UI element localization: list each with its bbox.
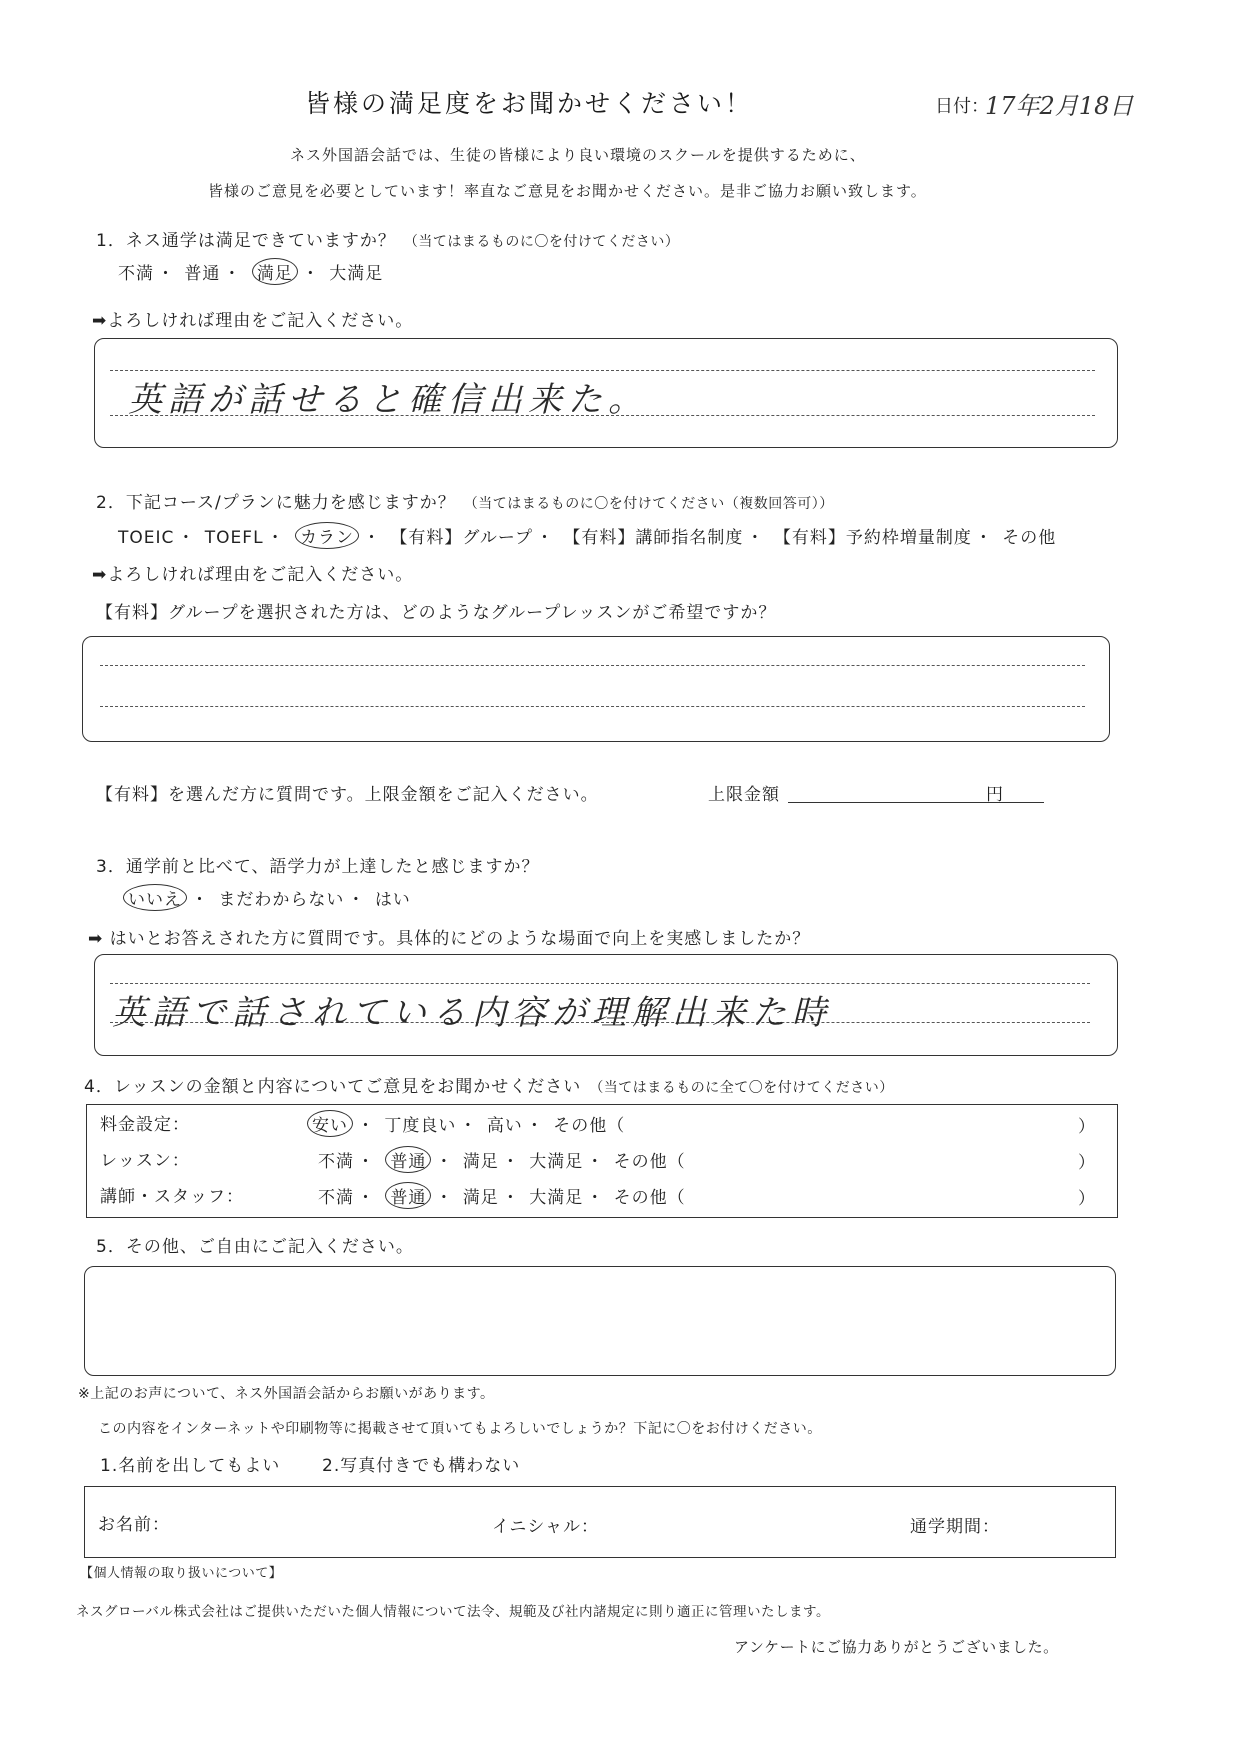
q2-limit-unit: 円: [986, 785, 1004, 805]
q4-staff-option-futsuu-selected[interactable]: 普通: [385, 1182, 431, 1209]
q2-limit-label: 上限金額: [708, 785, 780, 805]
q2-reason-prompt: ➡よろしければ理由をご記入ください。: [92, 565, 414, 585]
q1-question-text: 1．ネス通学は満足できていますか？: [96, 231, 396, 251]
q2-answer-line-2: [100, 706, 1085, 707]
q4-row-staff-options: 不満 ・ 普通 ・ 満足 ・ 大満足 ・ その他（: [318, 1182, 686, 1209]
q3-answer-text: 英語で話されている内容が理解出来た時: [112, 993, 832, 1033]
q2-option-callan-selected[interactable]: カラン: [295, 522, 359, 549]
q1-note: （当てはまるものに〇を付けてください）: [403, 234, 680, 250]
q4-staff-close-paren: ）: [1078, 1189, 1095, 1209]
q3-question: 3．通学前と比べて、語学力が上達したと感じますか？: [96, 857, 540, 877]
q1-reason-prompt: ➡よろしければ理由をご記入ください。: [92, 311, 414, 331]
privacy-text: ネスグローバル株式会社はご提供いただいた個人情報について法令、規範及び社内諸規定に則り適正に管理いたします。: [76, 1604, 830, 1620]
q4-lesson-option-futsuu-selected[interactable]: 普通: [385, 1146, 431, 1173]
q4-question-text: 4．レッスンの金額と内容についてご意見をお聞かせください: [84, 1077, 582, 1097]
intro-line-1: ネス外国語会話では、生徒の皆様により良い環境のスクールを提供するために、: [290, 146, 866, 164]
q4-staff-option-daimanzoku[interactable]: 大満足: [529, 1188, 584, 1208]
footer-initial-field[interactable]: イニシャル：: [492, 1517, 599, 1537]
q4-lesson-option-daimanzoku[interactable]: 大満足: [529, 1152, 584, 1172]
q2-option-other[interactable]: その他: [1002, 528, 1057, 548]
q2-answer-line-1: [100, 665, 1085, 666]
q3-followup: ➡ はいとお答えされた方に質問です。具体的にどのような場面で向上を実感しましたか？: [88, 929, 811, 949]
footer-notice: ※上記のお声について、ネス外国語会話からお願いがあります。: [78, 1386, 495, 1402]
q3-options: いいえ ・ まだわからない ・ はい: [122, 884, 411, 911]
intro-line-2: 皆様のご意見を必要としています！率直なご意見をお聞かせください。是非ご協力お願い致します。: [208, 182, 927, 200]
q4-lesson-close-paren: ）: [1078, 1153, 1095, 1173]
q2-limit-question: 【有料】を選んだ方に質問です。上限金額をご記入ください。: [96, 785, 599, 805]
footer-name-field[interactable]: お名前：: [98, 1515, 170, 1535]
q1-answer-text: 英語が話せると確信出来た。: [128, 380, 648, 420]
q4-row-lesson-label: レッスン：: [100, 1151, 190, 1171]
q4-row-staff-label: 講師・スタッフ：: [100, 1187, 244, 1207]
q2-option-teacher[interactable]: 【有料】講師指名制度: [563, 528, 744, 548]
q3-option-hai[interactable]: はい: [374, 890, 411, 910]
q2-question: [96, 488, 834, 513]
q2-option-toeic[interactable]: TOEIC: [118, 528, 175, 548]
page-title: 皆様の満足度をお聞かせください！: [305, 89, 754, 118]
q4-price-option-yasui-selected[interactable]: 安い: [307, 1110, 353, 1137]
q5-question: 5．その他、ご自由にご記入ください。: [96, 1237, 414, 1257]
q1-option-daimanzoku[interactable]: 大満足: [329, 264, 384, 284]
q3-option-madawakaranai[interactable]: まだわからない: [218, 890, 345, 910]
q4-staff-option-other[interactable]: その他（: [613, 1188, 686, 1208]
q5-answer-box[interactable]: [84, 1266, 1116, 1376]
q2-limit-input[interactable]: [788, 802, 1044, 803]
q4-lesson-option-fuman[interactable]: 不満: [318, 1152, 354, 1172]
footer-permission: この内容をインターネットや印刷物等に掲載させて頂いてもよろしいでしょうか？下記に〇をお付けください。: [98, 1421, 822, 1437]
q2-question-text: 2．下記コース/プランに魅力を感じますか？: [96, 493, 456, 513]
footer-choice-2[interactable]: 2.写真付きでも構わない: [322, 1456, 521, 1476]
q2-answer-box[interactable]: [82, 636, 1110, 742]
q4-row-price-label: 料金設定：: [100, 1115, 190, 1135]
q4-price-close-paren: ）: [1078, 1117, 1095, 1137]
q2-option-toefl[interactable]: TOEFL: [204, 528, 264, 548]
q4-question: [84, 1072, 894, 1097]
q1-question: [96, 226, 679, 251]
q2-note: （当てはまるものに〇を付けてください（複数回答可））: [463, 496, 834, 512]
date-label: 日付：: [935, 96, 989, 117]
q2-group-question: 【有料】グループを選択された方は、どのようなグループレッスンがご希望ですか？: [96, 603, 777, 623]
q3-answer-line-1: [110, 983, 1090, 984]
privacy-title: 【個人情報の取り扱いについて】: [80, 1566, 283, 1581]
q1-options: 不満 ・ 普通 ・ 満足 ・ 大満足: [118, 258, 383, 285]
footer-period-field[interactable]: 通学期間：: [910, 1517, 1000, 1537]
q2-option-group[interactable]: 【有料】グループ: [390, 528, 534, 548]
footer-choice-1[interactable]: 1.名前を出してもよい: [100, 1456, 281, 1476]
thanks-text: アンケートにご協力ありがとうございました。: [734, 1638, 1059, 1656]
date-value: 17年2月18日: [985, 92, 1134, 120]
q4-price-option-takai[interactable]: 高い: [486, 1116, 523, 1136]
q2-option-reservation[interactable]: 【有料】予約枠増量制度: [773, 528, 972, 548]
q4-row-lesson-options: 不満 ・ 普通 ・ 満足 ・ 大満足 ・ その他（: [318, 1146, 686, 1173]
q4-note: （当てはまるものに全て〇を付けてください）: [589, 1080, 894, 1096]
q4-price-option-choudoyoi[interactable]: 丁度良い: [384, 1116, 457, 1136]
q1-option-fuman[interactable]: 不満: [118, 264, 154, 284]
q1-answer-line-1: [110, 370, 1095, 371]
q1-option-manzoku-selected[interactable]: 満足: [252, 258, 298, 285]
q2-options: TOEIC ・ TOEFL ・ カラン ・ 【有料】グループ ・ 【有料】講師指名制度 ・ 【有料】予約枠増量制度 ・ その他: [118, 522, 1056, 549]
q4-price-option-other[interactable]: その他（: [553, 1116, 626, 1136]
q4-staff-option-manzoku[interactable]: 満足: [462, 1188, 499, 1208]
q4-row-price-options: 安い ・ 丁度良い ・ 高い ・ その他（: [306, 1110, 625, 1137]
q1-option-futsuu[interactable]: 普通: [184, 264, 221, 284]
q3-option-iie-selected[interactable]: いいえ: [123, 884, 187, 911]
q4-lesson-option-manzoku[interactable]: 満足: [462, 1152, 499, 1172]
q4-staff-option-fuman[interactable]: 不満: [318, 1188, 354, 1208]
q4-lesson-option-other[interactable]: その他（: [613, 1152, 686, 1172]
